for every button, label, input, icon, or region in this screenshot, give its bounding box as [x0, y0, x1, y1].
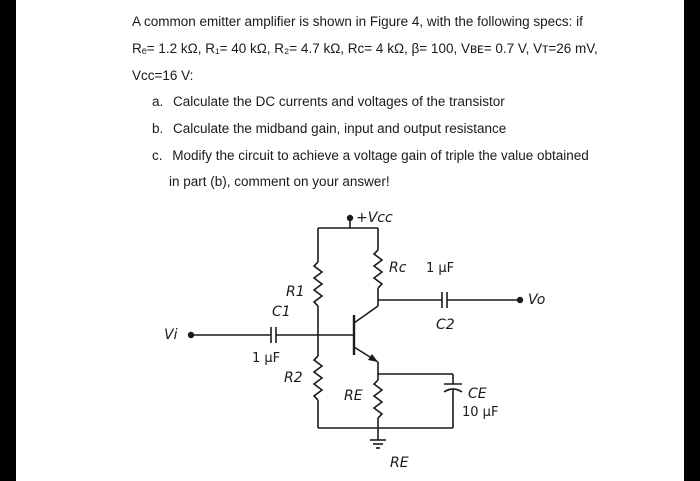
- c2-value: 1 μF: [426, 261, 455, 276]
- re-resistor: [374, 380, 382, 418]
- re-label-bottom: RE: [390, 455, 409, 471]
- ce-value: 10 μF: [462, 405, 499, 420]
- c2-label: C2: [436, 317, 455, 333]
- document-page: [16, 0, 684, 481]
- part-c-marker: c.: [152, 148, 163, 163]
- vo-terminal: [517, 297, 523, 303]
- part-a-text: Calculate the DC currents and voltages of the transistor: [173, 94, 505, 109]
- c1-label: C1: [272, 304, 291, 320]
- intro-line-3: Vcc=16 V:: [132, 68, 194, 83]
- r2-label: R2: [284, 370, 303, 386]
- emitter-arrow: [368, 354, 378, 362]
- intro-line-2: Rₑ= 1.2 kΩ, R₁= 40 kΩ, R₂= 4.7 kΩ, Rc= 4 kΩ, β= 100, Vʙᴇ= 0.7 V, Vᴛ=26 mV,: [132, 41, 598, 56]
- intro-line-1: A common emitter amplifier is shown in Figure 4, with the following specs: if: [132, 14, 583, 29]
- part-c-continuation: in part (b), comment on your answer!: [169, 174, 390, 189]
- r1-resistor: [314, 262, 322, 306]
- vo-label: Vo: [528, 292, 546, 308]
- re-label-left: RE: [344, 388, 363, 404]
- rc-resistor: [374, 250, 382, 288]
- vi-terminal: [188, 332, 194, 338]
- transistor-collector: [354, 306, 378, 323]
- amplifier-circuit-diagram: [16, 0, 684, 481]
- ce-label: CE: [468, 386, 487, 402]
- part-b-text: Calculate the midband gain, input and output resistance: [173, 121, 507, 136]
- r1-label: R1: [286, 284, 305, 300]
- r2-resistor: [314, 356, 322, 400]
- vcc-terminal: [347, 215, 353, 221]
- part-a-marker: a.: [152, 94, 164, 109]
- part-c-text: Modify the circuit to achieve a voltage gain of triple the value obtained: [172, 148, 589, 163]
- vcc-label: +Vcc: [356, 210, 393, 226]
- part-b-marker: b.: [152, 121, 164, 136]
- vi-label: Vi: [164, 327, 178, 343]
- c1-value: 1 μF: [252, 351, 281, 366]
- rc-label: Rc: [389, 260, 407, 276]
